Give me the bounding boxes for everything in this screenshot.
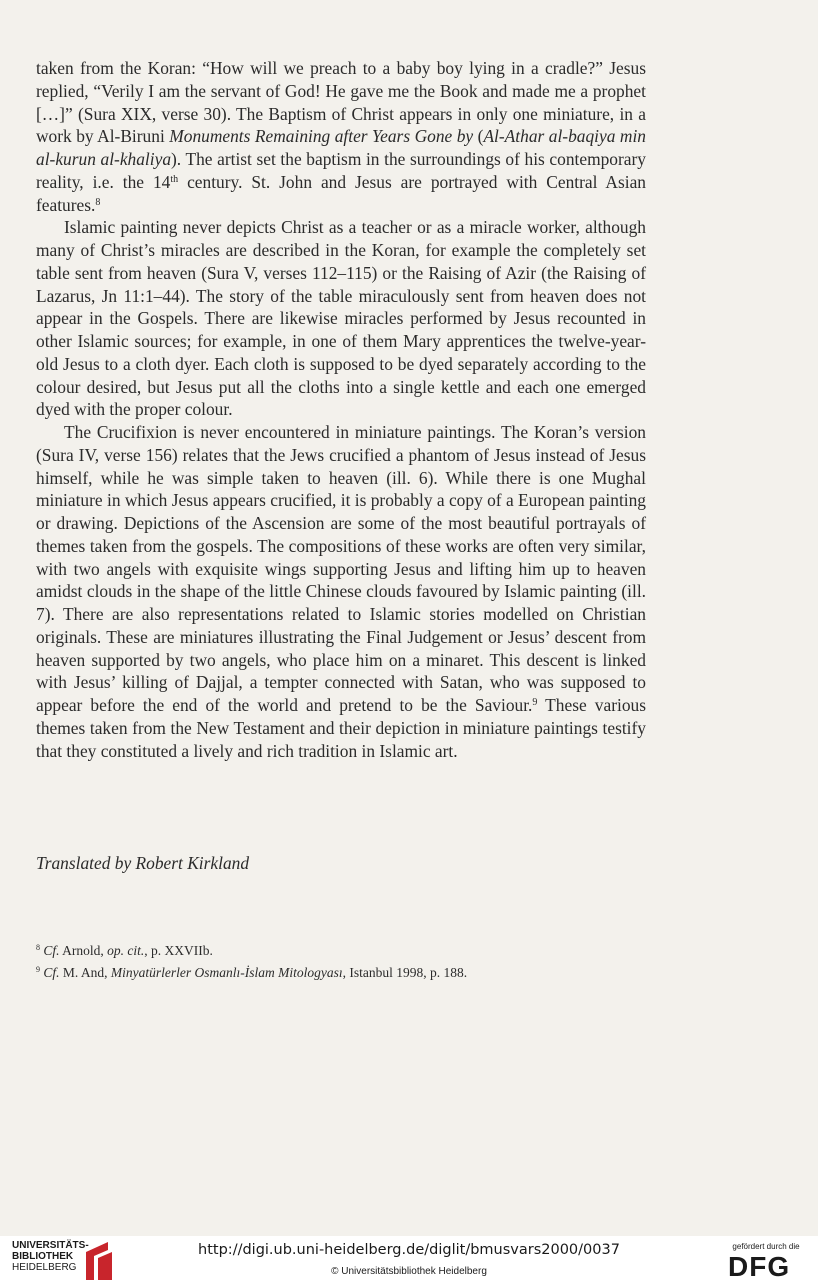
library-line-1: UNIVERSITÄTS- [12, 1240, 89, 1251]
library-line-3: HEIDELBERG [12, 1262, 77, 1273]
footnote-9 [36, 962, 656, 984]
library-line-2: BIBLIOTHEK [12, 1251, 74, 1262]
copyright-notice: © Universitätsbibliothek Heidelberg [331, 1266, 487, 1277]
text-run: Monuments Remaining after Years Gone by [169, 126, 474, 147]
dfg-logo: DFG [728, 1251, 791, 1282]
digitization-footer [0, 1236, 818, 1286]
translator-credit: Translated by Robert Kirkland [36, 853, 250, 873]
body-text [36, 57, 646, 762]
funding-note: gefördert durch die [732, 1242, 800, 1251]
text-run: These various themes taken from the New Testament and their depiction in miniature paintings testify that they constituted a lively and rich tradition in Islamic art. [36, 695, 646, 761]
text-run: , Istanbul 1998, p. 188. [342, 965, 468, 980]
footnote-marker: th [170, 173, 179, 185]
text-run: M. And, [59, 965, 111, 980]
text-run: ( [473, 126, 484, 147]
text-run: , p. XXVIIb. [144, 943, 213, 958]
footnote-marker: 9 [36, 965, 40, 974]
footnote-marker: 8 [36, 943, 40, 952]
text-run: century. St. John and Jesus are portrayed with Central Asian features. [36, 171, 647, 215]
text-run: Arnold, [59, 943, 108, 958]
source-url[interactable]: http://digi.ub.uni-heidelberg.de/diglit/bmusvars2000/0037 [198, 1242, 620, 1258]
text-run: Al-Athar al-baqiya min al-kurun al-khaliya [36, 126, 647, 169]
text-run: Cf. [43, 965, 60, 980]
text-run: ). The artist set the baptism in the surroundings of his contemporary reality, i.e. the 14 [36, 149, 646, 192]
text-run: Islamic painting never depicts Christ as a teacher or as a miracle worker, although many of Christ’s miracles are described in the Koran, for example the completely set table sent from heaven (Sura V, verses 112–115) or the Raising of Azir (the Raising of Lazarus, Jn 11:1–44). The story of the table miraculously sent from heaven does not appear in the Gospels. There are likewise miracles performed by Jesus recounted in other Islamic sources; for example, in one of them Mary apprentices the twelve-year-old Jesus to a cloth dyer. Each cloth is supposed to be dyed separately according to the colour desired, but Jesus put all the cloths into a single kettle and each one emerged dyed with the proper colour. [36, 217, 646, 420]
text-run: op. cit. [107, 943, 145, 958]
text-run: The Crucifixion is never encountered in miniature paintings. The Koran’s version (Sura IV, verse 156) relates that the Jews crucified a phantom of Jesus instead of Jesus himself, while he was simple taken to heaven (ill. 6). While there is one Mughal miniature in which Jesus appears crucified, it is probably a copy of a European painting or drawing. Depictions of the Ascension are some of the most beautiful portrayals of themes taken from the gospels. The compositions of these works are often very similar, with two angels with exquisite wings supporting Jesus and lifting him up to heaven amidst clouds in the shape of the little Chinese clouds favoured by Islamic painting (ill. 7). There are also representations related to Islamic stories modelled on Christian originals. These are miniatures illustrating the Final Judgement or Jesus’ descent from heaven supported by two angels, who place him on a minaret. This descent is linked with Jesus’ killing of Dajjal, a tempter connected with Satan, who was supposed to appear before the end of the world and pretend to be the Saviour. [36, 422, 646, 715]
text-run: taken from the Koran: “How will we preach to a baby boy lying in a cradle?” Jesus replied, “Verily I am the servant of God! He gave me the Book and made me a prophet […]” (Sura XIX, verse 30). The Baptism of Christ appears in only one miniature, in a work by Al-Biruni [36, 58, 646, 147]
paragraph-1 [36, 57, 646, 216]
footnote-marker: 9 [532, 697, 538, 708]
paragraph-3 [36, 421, 646, 762]
footnote-8 [36, 940, 656, 962]
paragraph-2 [36, 216, 646, 421]
footnote-marker: 8 [95, 196, 101, 208]
text-run: Cf. [43, 943, 60, 958]
text-run: Minyatürlerler Osmanlı-İslam Mitologyası [110, 965, 343, 980]
footnotes [36, 940, 656, 984]
